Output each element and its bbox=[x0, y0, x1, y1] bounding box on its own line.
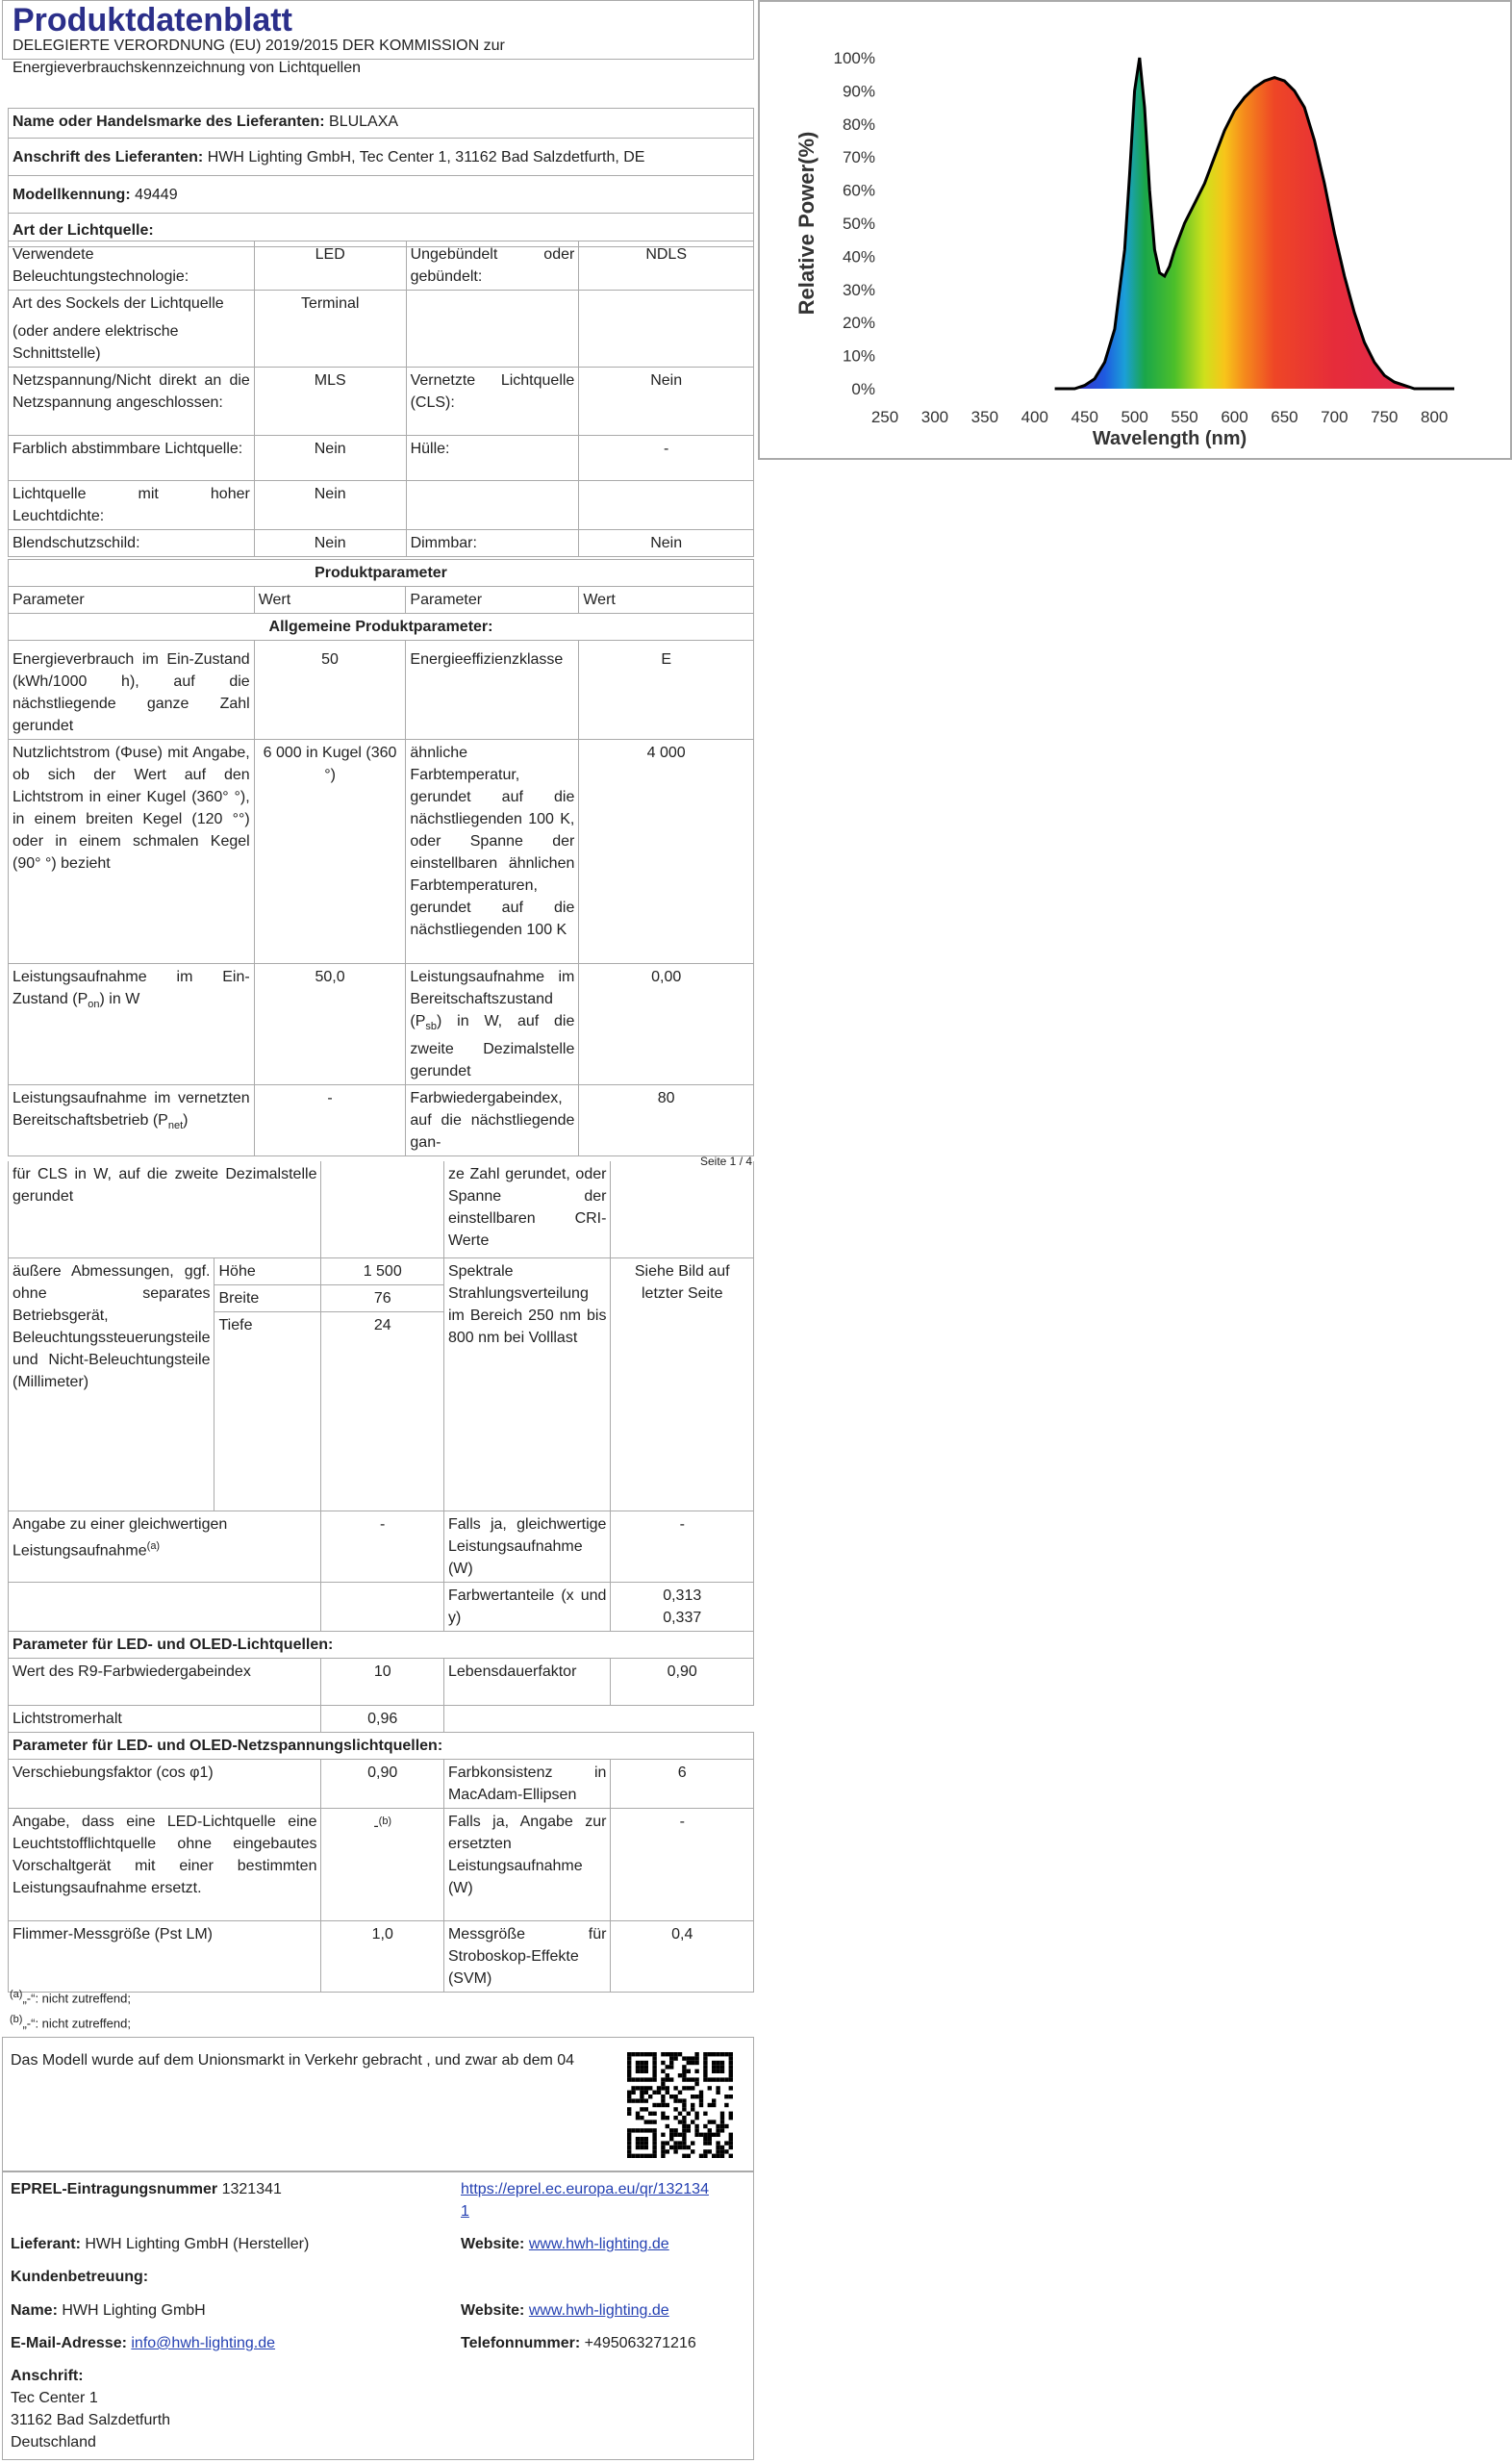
website-link[interactable]: www.hwh-lighting.de bbox=[528, 2236, 669, 2252]
type-row-label-2 bbox=[406, 291, 579, 368]
depth-value: 24 bbox=[321, 1312, 444, 1511]
supplier-address-value: HWH Lighting GmbH, Tec Center 1, 31162 Bad Salzdetfurth, DE bbox=[207, 149, 645, 165]
col-header-value: Wert bbox=[254, 587, 406, 614]
website-label: Website: bbox=[461, 2236, 525, 2252]
x-tick-label: 750 bbox=[1371, 408, 1399, 426]
survival-value: 0,90 bbox=[611, 1659, 754, 1706]
type-row-label: Verwendete Beleuchtungstechnologie: bbox=[9, 241, 255, 291]
mains-row bbox=[9, 1921, 754, 1993]
replacement-sup: (b) bbox=[378, 1816, 392, 1827]
replaced-power-value: - bbox=[611, 1809, 754, 1921]
footnote-text: „-“: nicht zutreffend; bbox=[22, 2016, 131, 2031]
param-value-2: E bbox=[579, 641, 754, 740]
pon-label-sub: on bbox=[88, 999, 100, 1011]
chromaticity-x: 0,313 bbox=[663, 1587, 702, 1604]
psb-label-sub: sb bbox=[425, 1021, 438, 1033]
y-tick-label: 20% bbox=[842, 314, 875, 333]
supplier-name-label: Name oder Handelsmarke des Lieferanten: bbox=[13, 114, 325, 130]
type-row-label-2: Ungebündelt oder gebündelt: bbox=[406, 241, 579, 291]
chromaticity-row bbox=[9, 1583, 754, 1632]
model-value: 49449 bbox=[135, 187, 178, 203]
macadam-label: Farbkonsistenz in MacAdam-Ellipsen bbox=[443, 1760, 610, 1809]
pnet-label-a: Leistungsaufnahme im vernetzten Bereitschaftsbetrieb (P bbox=[13, 1090, 250, 1130]
email-label: E-Mail-Adresse: bbox=[11, 2335, 127, 2351]
height-value: 1 500 bbox=[321, 1258, 444, 1285]
cri-label: Farbwiedergabeindex, auf die nächstliegende gan- bbox=[406, 1085, 579, 1156]
x-tick-label: 400 bbox=[1021, 408, 1048, 426]
chromaticity-label: Farbwertanteile (x und y) bbox=[443, 1583, 610, 1632]
replaced-power-label: Falls ja, Angabe zur ersetzten Leistungsaufnahme (W) bbox=[443, 1809, 610, 1921]
product-params-continued bbox=[8, 1161, 754, 1993]
psb-value: 0,00 bbox=[579, 964, 754, 1085]
contact-supplier-value: HWH Lighting GmbH (Hersteller) bbox=[85, 2236, 310, 2252]
x-tick-label: 250 bbox=[870, 408, 899, 426]
x-tick-label: 450 bbox=[1071, 408, 1098, 426]
param-label-2: Energieeffizienzklasse bbox=[406, 641, 579, 740]
replacement-label: Angabe, dass eine LED-Lichtquelle eine Leuchtstofflichtquelle ohne eingebautes Vorschaltgerät mit einer bestimmten Leistungsaufnahme ersetzt. bbox=[9, 1809, 321, 1921]
dimensions-label: äußere Abmessungen, ggf. ohne separates Betriebsgerät, Beleuchtungssteuerungsteile und Nicht-Beleuchtungsteile (Millimeter) bbox=[9, 1258, 214, 1511]
footnote-text: „-“: nicht zutreffend; bbox=[22, 1991, 131, 2006]
type-row-value: LED bbox=[254, 241, 406, 291]
equiv-value-2: - bbox=[611, 1511, 754, 1583]
page-number: Seite 1 / 4 bbox=[700, 1155, 753, 1168]
y-tick-label: 80% bbox=[842, 114, 875, 134]
type-row bbox=[9, 368, 754, 436]
cri-label-cont: ze Zahl gerundet, oder Spanne der einstellbaren CRI-Werte bbox=[443, 1161, 610, 1258]
type-row-label: Blendschutzschild: bbox=[9, 530, 255, 557]
height-label: Höhe bbox=[214, 1258, 321, 1285]
x-tick-label: 350 bbox=[970, 408, 999, 426]
supplier-name-value: BLULAXA bbox=[329, 114, 399, 130]
website-label-2: Website: bbox=[461, 2302, 525, 2319]
lumen-maint-value: 0,96 bbox=[321, 1706, 444, 1733]
product-params-table bbox=[8, 559, 754, 1156]
param-value: 50 bbox=[254, 641, 406, 740]
type-row-value-2: Nein bbox=[579, 530, 754, 557]
cri-value: 80 bbox=[579, 1085, 754, 1156]
y-tick-label: 100% bbox=[833, 49, 875, 67]
param-row bbox=[9, 740, 754, 964]
type-row bbox=[9, 481, 754, 530]
y-tick-label: 60% bbox=[842, 181, 875, 200]
param-label: Nutzlichtstrom (Φuse) mit Angabe, ob sich der Wert auf den Lichtstrom in einer Kugel (360° °), in einem breiten Kegel (120 °°) oder in einem schmalen Kegel (90° °) bezieht bbox=[9, 740, 255, 964]
contact-name-label: Name: bbox=[11, 2302, 58, 2319]
x-tick-label: 650 bbox=[1271, 408, 1298, 426]
market-text: Das Modell wurde auf dem Unionsmarkt in Verkehr gebracht , und zwar ab dem 04 bbox=[11, 2052, 575, 2069]
pnet-continued-row bbox=[9, 1161, 754, 1258]
type-row-value: Terminal bbox=[254, 291, 406, 368]
equiv-label-2: Falls ja, gleichwertige Leistungsaufnahme (W) bbox=[443, 1511, 610, 1583]
contact-box bbox=[2, 2171, 754, 2460]
type-row bbox=[9, 530, 754, 557]
type-row-label-2: Hülle: bbox=[406, 436, 579, 481]
product-params-heading: Produktparameter bbox=[9, 560, 754, 587]
mains-params-heading: Parameter für LED- und OLED-Netzspannungslichtquellen: bbox=[9, 1733, 754, 1760]
footnote-mark: (a) bbox=[10, 1989, 23, 2000]
type-row-value: Nein bbox=[254, 481, 406, 530]
customer-service-label: Kundenbetreuung: bbox=[11, 2269, 149, 2285]
type-row-label-2: Dimmbar: bbox=[406, 530, 579, 557]
mains-row bbox=[9, 1809, 754, 1921]
mains-row bbox=[9, 1760, 754, 1809]
type-row-value-2: Nein bbox=[579, 368, 754, 436]
pon-value: 50,0 bbox=[254, 964, 406, 1085]
x-tick-label: 800 bbox=[1421, 408, 1449, 426]
y-tick-label: 10% bbox=[842, 346, 875, 366]
light-source-type-label: Art der Lichtquelle: bbox=[9, 214, 754, 247]
x-tick-label: 550 bbox=[1171, 408, 1198, 426]
x-tick-label: 300 bbox=[920, 408, 949, 426]
supplier-address-label: Anschrift des Lieferanten: bbox=[13, 149, 204, 165]
x-axis-label: Wavelength (nm) bbox=[1092, 428, 1247, 449]
phone-value: +495063271216 bbox=[584, 2335, 696, 2351]
pnet-label-cont: für CLS in W, auf die zweite Dezimalstelle gerundet bbox=[9, 1161, 321, 1258]
psb-label-b: ) in W, auf die zweite Dezimalstelle gerundet bbox=[410, 1013, 575, 1080]
equiv-label: Angabe zu einer gleichwertigen Leistungsaufnahme bbox=[13, 1516, 228, 1560]
survival-label: Lebensdauerfaktor bbox=[443, 1659, 610, 1706]
email-link[interactable]: info@hwh-lighting.de bbox=[131, 2335, 276, 2351]
depth-label: Tiefe bbox=[214, 1312, 321, 1511]
phone-label: Telefonnummer: bbox=[461, 2335, 581, 2351]
flicker-label: Flimmer-Messgröße (Pst LM) bbox=[9, 1921, 321, 1993]
y-tick-label: 0% bbox=[851, 380, 875, 398]
type-row-value: Nein bbox=[254, 436, 406, 481]
footnote-mark: (b) bbox=[10, 2014, 23, 2025]
col-header-value-2: Wert bbox=[579, 587, 754, 614]
x-tick-label: 600 bbox=[1221, 408, 1248, 426]
title-block bbox=[2, 0, 754, 76]
equiv-row bbox=[9, 1511, 754, 1583]
lumen-maint-label: Lichtstromerhalt bbox=[9, 1706, 321, 1733]
x-tick-label: 700 bbox=[1321, 408, 1348, 426]
param-label: Energieverbrauch im Ein-Zustand (kWh/1000 h), auf die nächstliegende ganze Zahl gerundet bbox=[9, 641, 255, 740]
pnet-label-sub: net bbox=[167, 1120, 184, 1132]
spectrum-chart bbox=[758, 0, 1512, 460]
type-row bbox=[9, 241, 754, 291]
address-line: 31162 Bad Salzdetfurth bbox=[11, 2412, 171, 2428]
type-row-value-2: - bbox=[579, 436, 754, 481]
pon-label-b: ) in W bbox=[99, 991, 140, 1007]
lumen-maint-row bbox=[9, 1706, 754, 1733]
equiv-sup: (a) bbox=[146, 1540, 161, 1552]
address-label: Anschrift: bbox=[11, 2368, 84, 2384]
y-tick-label: 90% bbox=[842, 82, 875, 101]
type-row-label: Art des Sockels der Lichtquelle bbox=[13, 295, 224, 312]
address-line: Deutschland bbox=[11, 2434, 96, 2450]
dimension-row bbox=[9, 1258, 754, 1285]
type-row-label-b: (oder andere elektrische Schnittstelle) bbox=[13, 323, 179, 362]
x-tick-label: 500 bbox=[1121, 408, 1148, 426]
type-row bbox=[9, 291, 754, 368]
eprel-link[interactable]: https://eprel.ec.europa.eu/qr/1321341 bbox=[461, 2181, 709, 2220]
replacement-value: - bbox=[373, 1817, 379, 1835]
y-axis-label: Relative Power(%) bbox=[794, 131, 819, 316]
col-header-param-2: Parameter bbox=[406, 587, 579, 614]
y-tick-label: 30% bbox=[842, 280, 875, 299]
type-row-value: Nein bbox=[254, 530, 406, 557]
pnet-value: - bbox=[254, 1085, 406, 1156]
width-value: 76 bbox=[321, 1285, 444, 1312]
y-tick-label: 40% bbox=[842, 247, 875, 267]
led-row bbox=[9, 1659, 754, 1706]
eprel-label: EPREL-Eintragungsnummer bbox=[11, 2181, 218, 2197]
type-row-label: Farblich abstimmbare Lichtquelle: bbox=[9, 436, 255, 481]
equiv-value: - bbox=[321, 1511, 444, 1583]
flicker-value: 1,0 bbox=[321, 1921, 444, 1993]
spectral-value: Siehe Bild auf letzter Seite bbox=[611, 1258, 754, 1511]
psb-label-a: Leistungsaufnahme im Bereitschaftszustand (P bbox=[410, 969, 575, 1029]
eprel-value: 1321341 bbox=[221, 2181, 282, 2197]
svm-value: 0,4 bbox=[611, 1921, 754, 1993]
footnote bbox=[10, 2009, 131, 2034]
param-row bbox=[9, 641, 754, 740]
y-tick-label: 70% bbox=[842, 148, 875, 167]
spectral-label: Spektrale Strahlungsverteilung im Bereich 250 nm bis 800 nm bei Volllast bbox=[443, 1258, 610, 1511]
page-title: Produktdatenblatt bbox=[13, 2, 292, 38]
displacement-label: Verschiebungsfaktor (cos φ1) bbox=[9, 1760, 321, 1809]
spectrum-svg bbox=[760, 2, 1510, 458]
general-params-heading: Allgemeine Produktparameter: bbox=[9, 614, 754, 641]
pnet-label-b: ) bbox=[183, 1112, 189, 1130]
contact-name-value: HWH Lighting GmbH bbox=[62, 2302, 206, 2319]
website-link-2[interactable]: www.hwh-lighting.de bbox=[528, 2302, 669, 2319]
col-header-param: Parameter bbox=[9, 587, 255, 614]
width-label: Breite bbox=[214, 1285, 321, 1312]
type-row-value-2 bbox=[579, 481, 754, 530]
type-row-value-2: NDLS bbox=[579, 241, 754, 291]
regulation-text: DELEGIERTE VERORDNUNG (EU) 2019/2015 DER KOMMISSION zur Energieverbrauchskennzeichnung von Lichtquellen bbox=[13, 38, 505, 76]
param-label-2: ähnliche Farbtemperatur, gerundet auf die nächstliegenden 100 K, oder Spanne der einstellbaren ähnlichen Farbtemperaturen, gerundet auf die nächstliegenden 100 K bbox=[406, 740, 579, 964]
qr-code-icon[interactable] bbox=[627, 2052, 733, 2158]
footnote bbox=[10, 1984, 131, 2009]
led-params-heading: Parameter für LED- und OLED-Lichtquellen: bbox=[9, 1632, 754, 1659]
param-row-pnet bbox=[9, 1085, 754, 1156]
type-row-label: Netzspannung/Nicht direkt an die Netzspannung angeschlossen: bbox=[9, 368, 255, 436]
address-line: Tec Center 1 bbox=[11, 2390, 98, 2406]
type-row-label: Lichtquelle mit hoher Leuchtdichte: bbox=[9, 481, 255, 530]
supplier-table bbox=[8, 108, 754, 247]
pon-label-a: Leistungsaufnahme im Ein-Zustand (P bbox=[13, 969, 250, 1007]
r9-value: 10 bbox=[321, 1659, 444, 1706]
param-value: 6 000 in Kugel (360 °) bbox=[254, 740, 406, 964]
svm-label: Messgröße für Stroboskop-Effekte (SVM) bbox=[443, 1921, 610, 1993]
displacement-value: 0,90 bbox=[321, 1760, 444, 1809]
r9-label: Wert des R9-Farbwiedergabeindex bbox=[9, 1659, 321, 1706]
type-row-value-2 bbox=[579, 291, 754, 368]
type-row-label-2: Vernetzte Lichtquelle (CLS): bbox=[406, 368, 579, 436]
contact-supplier-label: Lieferant: bbox=[11, 2236, 81, 2252]
param-row-pon bbox=[9, 964, 754, 1085]
param-value-2: 4 000 bbox=[579, 740, 754, 964]
model-label: Modellkennung: bbox=[13, 187, 131, 203]
macadam-value: 6 bbox=[611, 1760, 754, 1809]
y-tick-label: 50% bbox=[842, 215, 875, 233]
chromaticity-y: 0,337 bbox=[663, 1610, 702, 1626]
type-row-label-2 bbox=[406, 481, 579, 530]
type-table bbox=[8, 241, 754, 557]
type-row-value: MLS bbox=[254, 368, 406, 436]
type-row bbox=[9, 436, 754, 481]
